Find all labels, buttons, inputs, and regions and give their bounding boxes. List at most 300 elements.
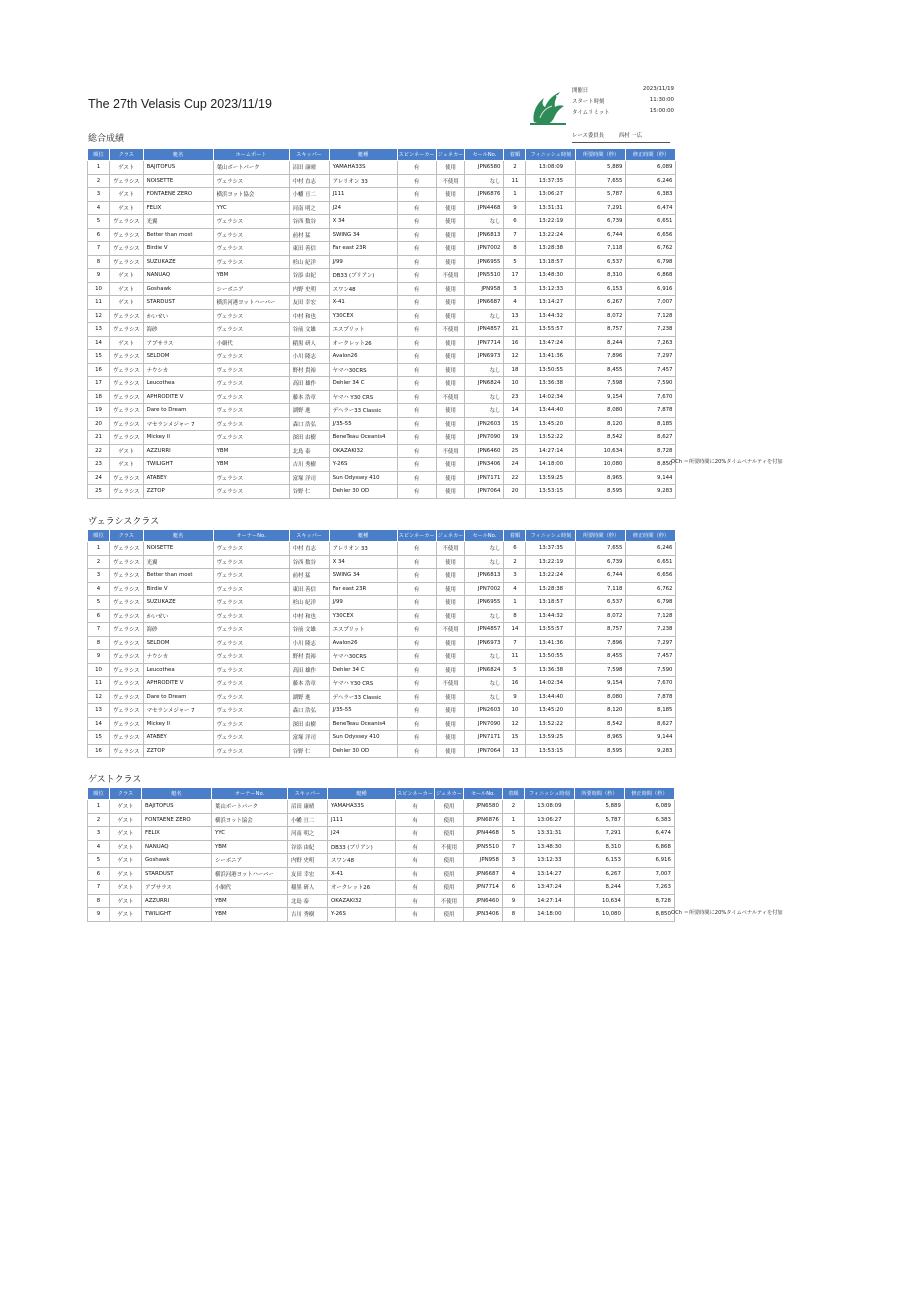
table-cell: 使用 xyxy=(436,569,465,583)
table-cell: 13:50:55 xyxy=(526,650,576,664)
table-cell: 6 xyxy=(504,215,526,229)
table-cell: 16 xyxy=(504,677,526,691)
table-cell: 有 xyxy=(397,417,436,431)
table-cell: 2 xyxy=(502,800,524,814)
table-cell: SWING 34 xyxy=(329,569,397,583)
table-cell: マセランメジャー 7 xyxy=(143,417,213,431)
table-cell: JPN5510 xyxy=(463,840,502,854)
table-cell: 湖野 進 xyxy=(289,690,329,704)
table-cell: 有 xyxy=(397,255,436,269)
table-cell: 光翼 xyxy=(143,215,213,229)
column-header: 着順 xyxy=(504,530,526,542)
table-cell: 横浜ヨット協会 xyxy=(213,188,289,202)
table-cell: FONTAENE ZERO xyxy=(142,813,212,827)
table-cell: シーボニア xyxy=(213,282,289,296)
table-row xyxy=(88,609,676,623)
table-cell: 森口 浩弘 xyxy=(289,417,329,431)
table-cell: 1 xyxy=(504,596,526,610)
table-cell: 使用 xyxy=(435,867,464,881)
table-cell: 2 xyxy=(88,174,110,188)
column-header: 着順 xyxy=(504,149,526,161)
table-cell: 19 xyxy=(88,404,110,418)
table-cell: 7 xyxy=(502,840,524,854)
table-cell: 5,889 xyxy=(574,800,624,814)
table-cell: Mickey II xyxy=(143,431,213,445)
table-cell: 6,798 xyxy=(626,596,676,610)
table-cell: ヴェラシス xyxy=(213,555,289,569)
table-cell: ヴェラシス xyxy=(110,582,144,596)
time-limit-value: 15:00:00 xyxy=(649,108,674,114)
table-cell: ヴェラシス xyxy=(213,690,289,704)
table-cell: ヴェラシス xyxy=(213,636,289,650)
table-row xyxy=(88,309,676,323)
table-cell: 6,744 xyxy=(576,228,626,242)
table-cell: ヴェラシス xyxy=(213,650,289,664)
table-cell: 3 xyxy=(88,827,110,841)
table-cell: 6,267 xyxy=(576,296,626,310)
table-cell: 小網代 xyxy=(213,336,289,350)
table-cell: 6,739 xyxy=(576,555,626,569)
table-cell: 8 xyxy=(504,242,526,256)
table-row xyxy=(88,255,676,269)
table-cell: 24 xyxy=(88,471,110,485)
table-cell: JPN4468 xyxy=(463,827,502,841)
column-header: クラス xyxy=(110,788,142,800)
table-cell: 使用 xyxy=(435,813,464,827)
table-cell: 横浜河港ヨットハーバー xyxy=(212,867,288,881)
section-title: ヴェラシスクラス xyxy=(88,517,160,527)
table-cell: 10,634 xyxy=(576,444,626,458)
table-cell: YBM xyxy=(213,269,289,283)
table-cell: 7,896 xyxy=(576,350,626,364)
table-cell: 22 xyxy=(88,444,110,458)
table-cell: JPN6955 xyxy=(465,255,504,269)
table-cell: 13:36:38 xyxy=(526,377,576,391)
table-cell: 6,383 xyxy=(626,188,676,202)
table-cell: ナウシカ xyxy=(143,650,213,664)
table-cell: 不使用 xyxy=(436,542,465,556)
table-cell: X 34 xyxy=(329,555,397,569)
table-cell: 有 xyxy=(397,596,436,610)
table-cell: 中村 和也 xyxy=(289,309,329,323)
table-cell: BeneTeau Oceanis4 xyxy=(329,717,397,731)
table-cell: 高田 雄作 xyxy=(289,663,329,677)
table-cell: 使用 xyxy=(436,161,465,175)
table-cell: アレリオン 33 xyxy=(329,174,397,188)
table-cell: エスプリット xyxy=(329,323,397,337)
table-cell: 5 xyxy=(504,663,526,677)
table-cell: 7,007 xyxy=(626,296,676,310)
start-time-row xyxy=(572,97,674,108)
table-cell: 8,965 xyxy=(576,731,626,745)
table-cell: スワン48 xyxy=(328,854,396,868)
table-row xyxy=(88,827,675,841)
table-cell: 7,655 xyxy=(576,174,626,188)
table-cell: 12 xyxy=(504,350,526,364)
race-date-row xyxy=(572,86,674,97)
table-cell: 12 xyxy=(504,717,526,731)
table-cell: 6,246 xyxy=(626,542,676,556)
table-cell: 8,120 xyxy=(576,704,626,718)
table-cell: JPN6687 xyxy=(465,296,504,310)
table-cell: 2 xyxy=(88,555,110,569)
penalty-note: OCh ＝所要時間に20%タイムペナルティを付加 xyxy=(671,910,783,917)
table-cell: 有 xyxy=(397,471,436,485)
table-cell: 13:48:30 xyxy=(526,269,576,283)
table-cell: ゲスト xyxy=(110,827,142,841)
column-header: オーナーNo. xyxy=(212,788,288,800)
table-cell: 有 xyxy=(396,813,435,827)
table-cell: YBM xyxy=(213,458,289,472)
table-cell: YYC xyxy=(213,201,289,215)
table-cell: JPN7714 xyxy=(465,336,504,350)
table-cell: J/99 xyxy=(329,255,397,269)
table-cell: 杉山 紀洋 xyxy=(289,255,329,269)
table-cell: ゲスト xyxy=(110,458,144,472)
column-header: 順位 xyxy=(88,530,110,542)
table-cell: 使用 xyxy=(436,690,465,704)
table-cell: ヴェラシス xyxy=(110,431,144,445)
table-cell: DB33 (ブリアン) xyxy=(328,840,396,854)
table-cell: 13:14:27 xyxy=(526,296,576,310)
table-cell: 13:31:31 xyxy=(526,201,576,215)
table-cell: 小川 隆志 xyxy=(289,636,329,650)
table-cell: JPN6687 xyxy=(463,867,502,881)
table-row xyxy=(88,663,676,677)
table-cell: FELIX xyxy=(143,201,213,215)
column-header: 艇種 xyxy=(329,530,397,542)
table-cell: ゲスト xyxy=(110,282,144,296)
table-cell: 7,238 xyxy=(626,323,676,337)
table-cell: JPN6813 xyxy=(465,228,504,242)
table-cell: 友田 幸宏 xyxy=(288,867,328,881)
table-row xyxy=(88,350,676,364)
table-cell: 13:12:33 xyxy=(526,282,576,296)
table-cell: 13:22:24 xyxy=(526,569,576,583)
table-cell: JPN7171 xyxy=(465,731,504,745)
table-cell: なし xyxy=(465,363,504,377)
table-cell: 使用 xyxy=(435,908,464,922)
table-cell: 1 xyxy=(88,542,110,556)
table-cell: なし xyxy=(465,404,504,418)
table-cell: JPN6824 xyxy=(465,377,504,391)
table-cell: ヴェラシス xyxy=(213,596,289,610)
column-header: スピンネーカー xyxy=(396,788,435,800)
table-cell: 7,670 xyxy=(626,677,676,691)
table-cell: 有 xyxy=(397,174,436,188)
table-cell: STARDUST xyxy=(143,296,213,310)
table-cell: JPN6876 xyxy=(463,813,502,827)
table-cell: ヴェラシス xyxy=(110,390,144,404)
table-cell: APHRODITE V xyxy=(143,390,213,404)
table-cell: JPN958 xyxy=(465,282,504,296)
table-cell: 13:47:24 xyxy=(524,881,574,895)
table-cell: 7,007 xyxy=(624,867,674,881)
table-cell: 18 xyxy=(88,390,110,404)
table-cell: ヴェラシス xyxy=(110,569,144,583)
start-time-value: 11:30:00 xyxy=(649,97,674,103)
table-cell: 中村 直志 xyxy=(289,174,329,188)
table-cell: なし xyxy=(465,677,504,691)
table-row xyxy=(88,555,676,569)
table-cell: 8,627 xyxy=(626,717,676,731)
table-cell: 谷添 由紀 xyxy=(288,840,328,854)
table-row xyxy=(88,596,676,610)
table-cell: 8,757 xyxy=(576,623,626,637)
table-cell: ゲスト xyxy=(110,444,144,458)
table-cell: 沼田 康晴 xyxy=(289,161,329,175)
table-cell: 5,787 xyxy=(576,188,626,202)
table-cell: 谷西 数谷 xyxy=(289,555,329,569)
table-cell: FONTAENE ZERO xyxy=(143,188,213,202)
table-cell: J/35-55 xyxy=(329,417,397,431)
table-cell: 8 xyxy=(504,609,526,623)
column-header: クラス xyxy=(110,149,144,161)
table-cell: シーボニア xyxy=(212,854,288,868)
table-row xyxy=(88,282,676,296)
table-cell: 7,128 xyxy=(626,609,676,623)
table-cell: 中村 直志 xyxy=(289,542,329,556)
table-cell: 6,153 xyxy=(574,854,624,868)
table-cell: 有 xyxy=(397,161,436,175)
table-cell: YBM xyxy=(212,840,288,854)
table-cell: 使用 xyxy=(435,854,464,868)
table-cell: 6,762 xyxy=(626,582,676,596)
table-cell: ゲスト xyxy=(110,161,144,175)
table-cell: 13:52:22 xyxy=(526,717,576,731)
table-row xyxy=(88,704,676,718)
table-cell: 13:41:36 xyxy=(526,636,576,650)
column-header: 修正時間（秒） xyxy=(624,788,674,800)
table-cell: JPN6813 xyxy=(465,569,504,583)
table-cell: 10 xyxy=(88,663,110,677)
table-cell: Goshawk xyxy=(142,854,212,868)
column-header: 艇名 xyxy=(143,149,213,161)
table-cell: かいせい xyxy=(143,609,213,623)
table-cell: 有 xyxy=(397,390,436,404)
table-cell: 7 xyxy=(88,242,110,256)
table-cell: Y30CEX xyxy=(329,309,397,323)
table-cell: 7,896 xyxy=(576,636,626,650)
table-cell: 使用 xyxy=(436,309,465,323)
table-cell: 7,118 xyxy=(576,582,626,596)
table-cell: 有 xyxy=(396,894,435,908)
table-row xyxy=(88,623,676,637)
table-cell: SUZUKAZE xyxy=(143,596,213,610)
table-row xyxy=(88,881,675,895)
table-cell: 6,656 xyxy=(626,569,676,583)
table-cell: 使用 xyxy=(436,704,465,718)
table-cell: なし xyxy=(465,555,504,569)
table-cell: Better than most xyxy=(143,228,213,242)
table-cell: 18 xyxy=(504,363,526,377)
column-header: 着順 xyxy=(502,788,524,800)
table-cell: 使用 xyxy=(436,471,465,485)
table-cell: 使用 xyxy=(436,485,465,499)
table-cell: 海砂 xyxy=(143,623,213,637)
table-cell: 有 xyxy=(397,744,436,758)
table-cell: 14 xyxy=(88,717,110,731)
table-cell: かいせい xyxy=(143,309,213,323)
table-cell: 3 xyxy=(502,854,524,868)
table-cell: 高田 雄作 xyxy=(289,377,329,391)
table-row xyxy=(88,444,676,458)
table-cell: ヴェラシス xyxy=(213,350,289,364)
table-cell: 7 xyxy=(88,881,110,895)
table-row xyxy=(88,471,676,485)
table-cell: 6,153 xyxy=(576,282,626,296)
table-cell: デヘラー33 Classic xyxy=(329,404,397,418)
table-cell: J/35-55 xyxy=(329,704,397,718)
table-cell: マセランメジャー 7 xyxy=(143,704,213,718)
table-cell: 13:45:20 xyxy=(526,417,576,431)
table-cell: 藤本 浩章 xyxy=(289,390,329,404)
race-date-value: 2023/11/19 xyxy=(642,86,674,92)
table-cell: 13:22:24 xyxy=(526,228,576,242)
table-cell: オークレット26 xyxy=(329,336,397,350)
table-cell: ヴェラシス xyxy=(213,704,289,718)
table-cell: 6 xyxy=(88,228,110,242)
table-cell: AZZURRI xyxy=(143,444,213,458)
table-cell: ヴェラシス xyxy=(110,731,144,745)
table-cell: 8,595 xyxy=(576,744,626,758)
results-table xyxy=(87,787,675,922)
table-cell: 友田 幸宏 xyxy=(289,296,329,310)
table-cell: X-41 xyxy=(329,296,397,310)
table-cell: 8,850 xyxy=(624,908,674,922)
table-cell: 2 xyxy=(88,813,110,827)
table-cell: 11 xyxy=(504,174,526,188)
table-cell: YBM xyxy=(212,894,288,908)
table-cell: 6,868 xyxy=(624,840,674,854)
table-cell: ヴェラシス xyxy=(213,228,289,242)
table-row xyxy=(88,485,676,499)
table-cell: アプサラス xyxy=(143,336,213,350)
table-cell: 有 xyxy=(397,555,436,569)
table-row xyxy=(88,363,676,377)
table-cell: ヤマハ Y30 CRS xyxy=(329,677,397,691)
table-row xyxy=(88,215,676,229)
table-cell: 東田 善信 xyxy=(289,582,329,596)
table-cell: ヴェラシス xyxy=(213,731,289,745)
column-header: セールNo. xyxy=(463,788,502,800)
table-cell: 小幡 亘二 xyxy=(288,813,328,827)
table-row xyxy=(88,908,675,922)
table-cell: 8,542 xyxy=(576,717,626,731)
table-cell: ヴェラシス xyxy=(213,309,289,323)
column-header: 所要時間（秒） xyxy=(576,530,626,542)
table-cell: 谷野 仁 xyxy=(289,744,329,758)
table-cell: ゲスト xyxy=(110,867,142,881)
table-cell: 使用 xyxy=(436,336,465,350)
table-cell: 8,244 xyxy=(574,881,624,895)
table-cell: Birdie V xyxy=(143,582,213,596)
results-table xyxy=(87,148,676,499)
table-cell: J24 xyxy=(328,827,396,841)
table-cell: 4 xyxy=(504,582,526,596)
table-cell: 中村 和也 xyxy=(289,609,329,623)
table-cell: 5 xyxy=(88,215,110,229)
table-cell: 13:41:36 xyxy=(526,350,576,364)
table-cell: ヴェラシス xyxy=(213,323,289,337)
table-row xyxy=(88,174,676,188)
table-cell: 森口 浩弘 xyxy=(289,704,329,718)
table-cell: 6,537 xyxy=(576,596,626,610)
table-cell: 13:08:09 xyxy=(524,800,574,814)
table-cell: 使用 xyxy=(436,431,465,445)
table-cell: JPN6876 xyxy=(465,188,504,202)
table-cell: 15 xyxy=(88,731,110,745)
table-cell: JPN4857 xyxy=(465,623,504,637)
table-cell: 8 xyxy=(502,908,524,922)
table-cell: 21 xyxy=(504,323,526,337)
column-header: スキッパー xyxy=(289,149,329,161)
table-row xyxy=(88,458,676,472)
table-cell: TWILIGHT xyxy=(143,458,213,472)
table-cell: ヴェラシス xyxy=(213,174,289,188)
table-cell: 6,868 xyxy=(626,269,676,283)
table-cell: 7,128 xyxy=(626,309,676,323)
table-cell: 不使用 xyxy=(436,174,465,188)
column-header: スキッパー xyxy=(289,530,329,542)
table-cell: Far east 23R xyxy=(329,582,397,596)
table-cell: JPN3406 xyxy=(465,458,504,472)
table-cell: JPN7002 xyxy=(465,242,504,256)
table-cell: 9 xyxy=(88,650,110,664)
table-row xyxy=(88,854,675,868)
column-header: セールNo. xyxy=(465,530,504,542)
table-cell: 6,651 xyxy=(626,555,676,569)
table-cell: 有 xyxy=(396,800,435,814)
table-cell: 有 xyxy=(397,458,436,472)
table-cell: 使用 xyxy=(436,228,465,242)
table-cell: アレリオン 33 xyxy=(329,542,397,556)
table-row xyxy=(88,417,676,431)
table-row xyxy=(88,188,676,202)
table-cell: SWING 34 xyxy=(329,228,397,242)
table-row xyxy=(88,813,675,827)
table-cell: ゲスト xyxy=(110,813,142,827)
table-cell: 有 xyxy=(397,309,436,323)
table-cell: 13:44:40 xyxy=(526,690,576,704)
table-cell: 7,457 xyxy=(626,363,676,377)
table-cell: ゲスト xyxy=(110,336,144,350)
table-cell: J/99 xyxy=(329,596,397,610)
table-cell: X-41 xyxy=(328,867,396,881)
table-cell: デヘラー33 Classic xyxy=(329,690,397,704)
table-cell: 4 xyxy=(88,201,110,215)
table-cell: ヴェラシス xyxy=(213,623,289,637)
table-cell: 小網代 xyxy=(212,881,288,895)
table-cell: ヴェラシス xyxy=(110,242,144,256)
table-cell: JPN2603 xyxy=(465,417,504,431)
table-cell: 不使用 xyxy=(436,444,465,458)
table-cell: JPN6955 xyxy=(465,596,504,610)
table-cell: JPN4857 xyxy=(465,323,504,337)
table-row xyxy=(88,431,676,445)
table-cell: 8 xyxy=(88,894,110,908)
table-cell: 有 xyxy=(397,485,436,499)
table-cell: JPN7090 xyxy=(465,717,504,731)
table-cell: ATABEY xyxy=(143,471,213,485)
table-cell: ヴェラシス xyxy=(110,690,144,704)
table-cell: 7,263 xyxy=(624,881,674,895)
table-cell: 谷西 数谷 xyxy=(289,215,329,229)
table-cell: DB33 (ブリアン) xyxy=(329,269,397,283)
table-row xyxy=(88,228,676,242)
table-cell: 5,889 xyxy=(576,161,626,175)
table-cell: 13:53:15 xyxy=(526,485,576,499)
